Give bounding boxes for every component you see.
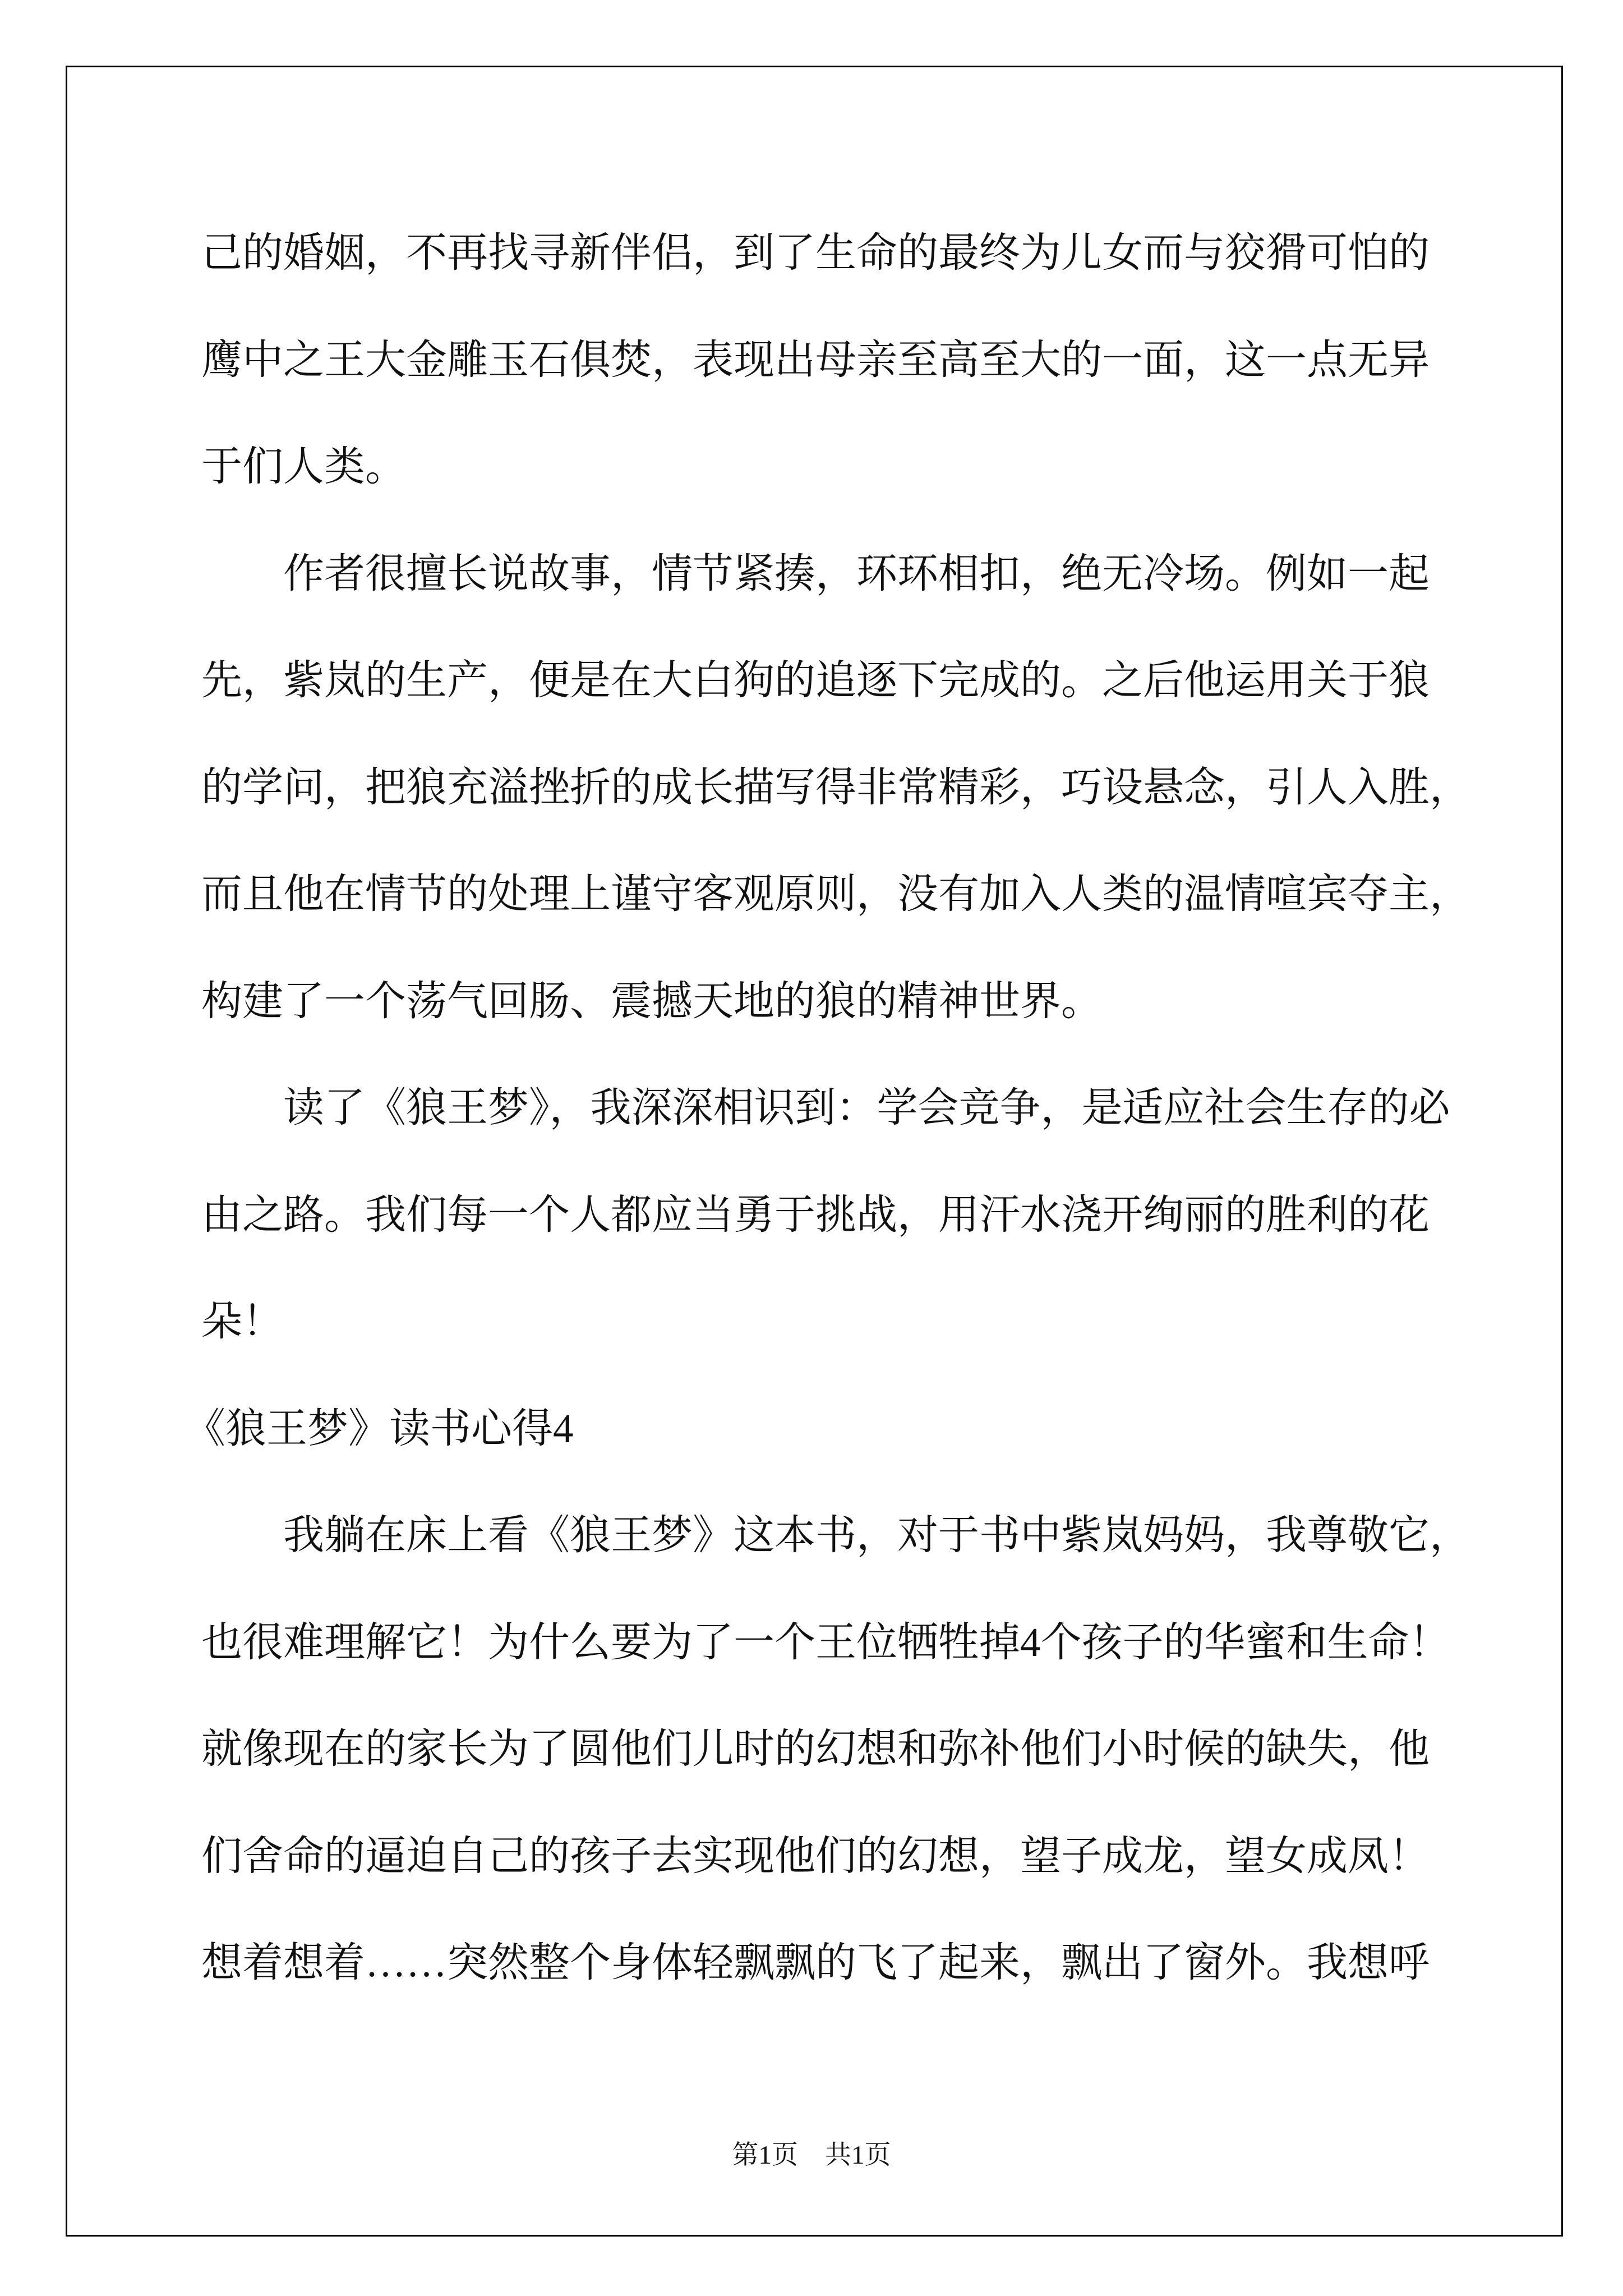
paragraph-line: 们舍命的逼迫自己的孩子去实现他们的幻想，望子成龙，望女成凤！ <box>201 1833 1430 1879</box>
paragraph-line: 作者很擅长说故事，情节紧揍，环环相扣，绝无冷场。例如一起 <box>283 550 1430 596</box>
paragraph-line: 由之路。我们每一个人都应当勇于挑战，用汗水浇开绚丽的胜利的花 <box>201 1191 1430 1237</box>
paragraph-line: 想着想着……突然整个身体轻飘飘的飞了起来，飘出了窗外。我想呼 <box>201 1940 1430 1985</box>
paragraph-line: 于们人类。 <box>201 444 406 489</box>
paragraph-line: 读了《狼王梦》，我深深相识到：学会竞争，是适应社会生存的必 <box>283 1085 1450 1130</box>
paragraph-line: 先，紫岚的生产，便是在大白狗的追逐下完成的。之后他运用关于狼 <box>201 657 1430 703</box>
page-footer <box>0 2138 1623 2172</box>
paragraph-line: 构建了一个荡气回肠、震撼天地的狼的精神世界。 <box>201 978 1102 1024</box>
section-heading: 《狼王梦》读书心得4 <box>185 1405 574 1451</box>
paragraph-line: 而且他在情节的处理上谨守客观原则，没有加入人类的温情喧宾夺主， <box>201 871 1470 917</box>
page-number: 第1页 <box>732 2141 798 2170</box>
paragraph-line: 鹰中之王大金雕玉石俱焚，表现出母亲至高至大的一面，这一点无异 <box>201 337 1430 383</box>
paragraph-line: 己的婚姻，不再找寻新伴侣，到了生命的最终为儿女而与狡猾可怕的 <box>201 230 1430 275</box>
document-body <box>185 200 1470 2017</box>
paragraph-line: 朵！ <box>201 1299 283 1344</box>
paragraph-line: 就像现在的家长为了圆他们儿时的幻想和弥补他们小时候的缺失，他 <box>201 1726 1430 1772</box>
paragraph-line: 的学问，把狼充溢挫折的成长描写得非常精彩，巧设悬念，引人入胜， <box>201 764 1470 810</box>
paragraph-line: 我躺在床上看《狼王梦》这本书，对于书中紫岚妈妈，我尊敬它， <box>283 1512 1470 1558</box>
page-total: 共1页 <box>825 2141 891 2170</box>
paragraph-line: 也很难理解它！为什么要为了一个王位牺牲掉4个孩子的华蜜和生命！ <box>201 1619 1450 1665</box>
